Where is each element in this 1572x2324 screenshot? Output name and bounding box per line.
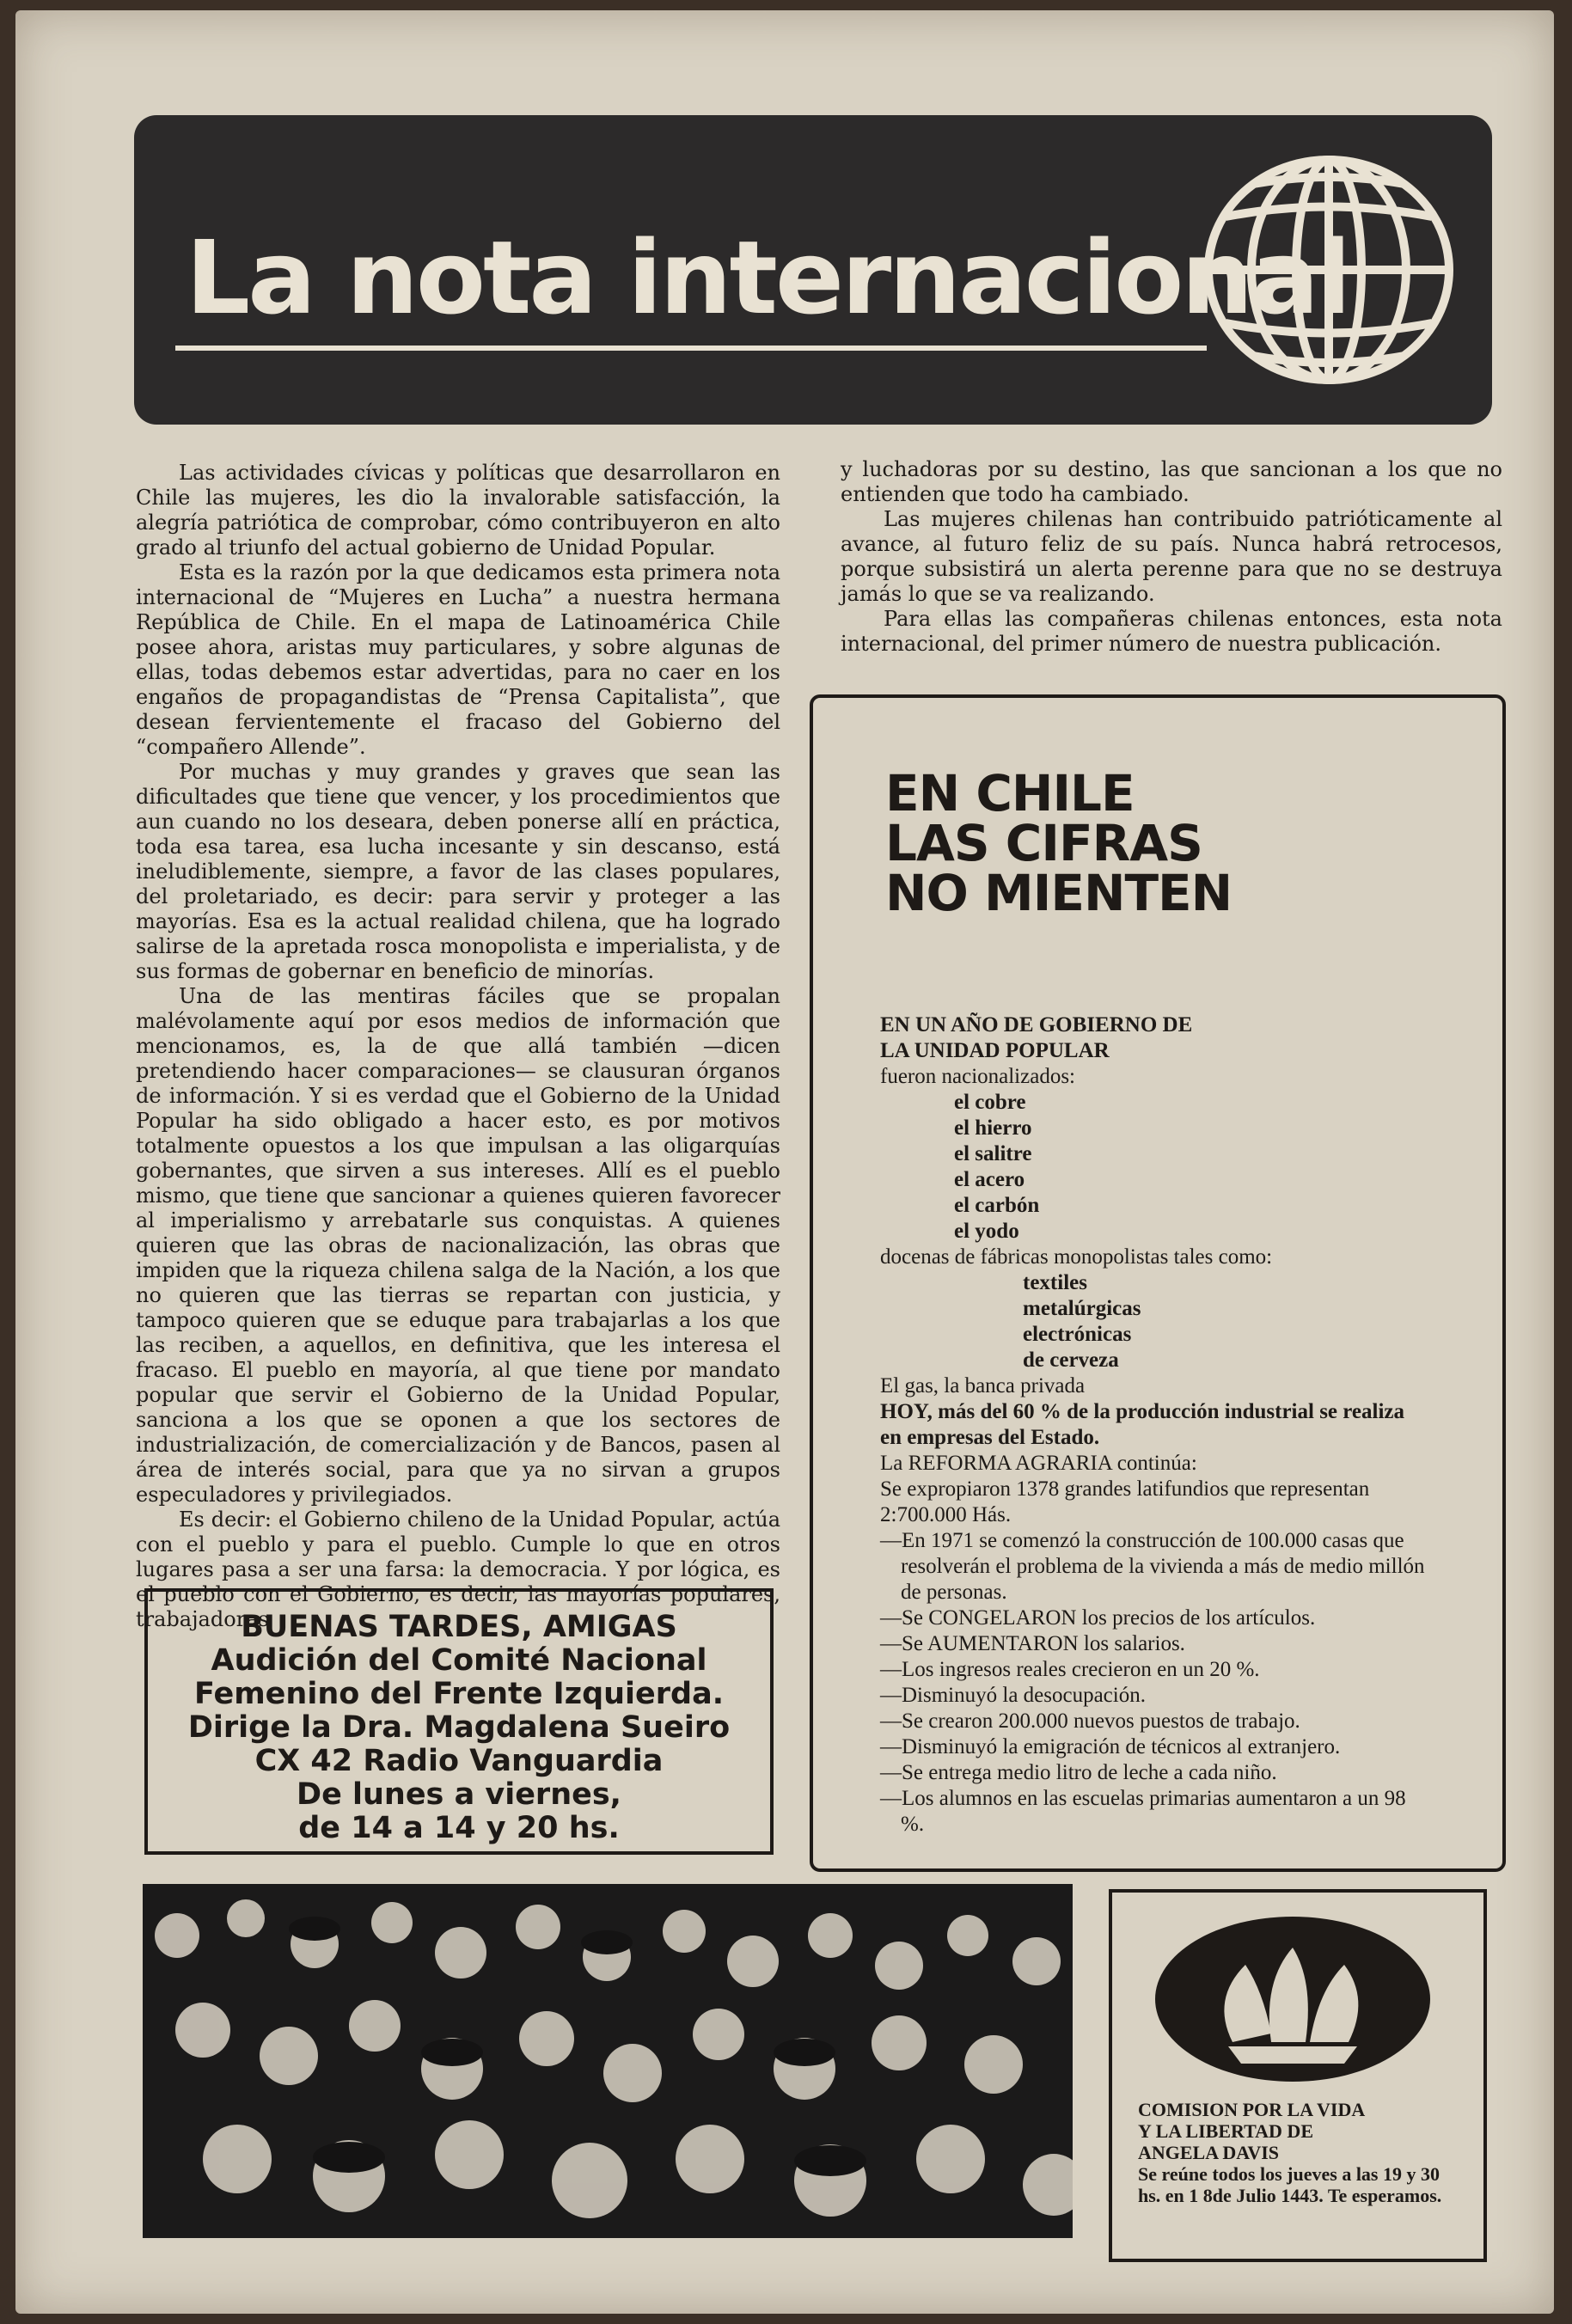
- nationalized-label: fueron nacionalizados:: [880, 1065, 1075, 1088]
- hands-flower-icon: [1151, 1913, 1434, 2085]
- section-banner: [134, 115, 1492, 425]
- section-title: La nota internacional: [186, 218, 1349, 337]
- heading-line: EN CHILE: [885, 764, 1135, 823]
- radio-line: Dirige la Dra. Magdalena Sueiro: [187, 1710, 731, 1745]
- fact-item: —Se crearon 200.000 nuevos puestos de trabajo.: [880, 1709, 1300, 1733]
- article-paragraph: Las actividades cívicas y políticas que desarrollaron en Chile las mujeres, les dio la invalorable satisfacción, la alegría patriótica de comprobar, cómo contribuyeron en alto grado al triunfo del actual gobierno de Unidad Popular.: [136, 461, 780, 560]
- fact-item: —Se CONGELARON los precios de los artículos.: [880, 1606, 1316, 1630]
- angela-davis-box: [1109, 1889, 1487, 2262]
- fact-item: —Disminuyó la desocupación.: [880, 1684, 1146, 1707]
- cifras-heading: [885, 764, 1233, 922]
- gas-line: El gas, la banca privada: [880, 1374, 1086, 1397]
- nationalized-item: el hierro: [954, 1116, 1032, 1140]
- article-paragraph: Es decir: el Gobierno chileno de la Unidad Popular, actúa con el pueblo y para el pueblo. Cumple lo que en otros lugares pasa a ser una farsa: la democracia. Y por lógica, es el pueblo con el Gobierno, es decir, las mayorías populares, trabajadoras: [136, 1508, 780, 1631]
- nationalized-item: el cobre: [954, 1091, 1026, 1114]
- article-paragraph: Una de las mentiras fáciles que se propalan malévolamente aquí por esos medios de información que mencionamos, es, la de que allá también —dicen pretendiendo hacer comparaciones— se clausuran órganos de información. Y si es verdad que el Gobierno de la Unidad Popular ha sido obligado a hacer esto, es por motivos totalmente opuestos a los que impulsan a las oligarquías gobernantes, que sirven a sus intereses. Allí es el pueblo mismo, que tiene que sancionar a quienes quieren favorecer al imperialismo y arrebatarle sus conquistas. A quienes quieren que las obras de nacionalización, las obras que impiden que la riqueza chilena salga de la Nación, a los que no quieren que las tierras se repartan con justicia, y tampoco quieren que se eduque para trabajarlas a los que las reciben, a aquellos, en definitiva, que les interesa el fracaso. El pueblo en mayoría, al que tiene por mandato popular que servir el Gobierno de la Unidad Popular, sanciona a los que se oponen a que los sectores de industrialización, de comercialización y de Bancos, pasen al área de interés social, para que ya no sirvan a grupos especuladores y privilegiados.: [136, 984, 780, 1507]
- davis-info: Se reúne todos los jueves a las 19 y 30 hs. en 1 8de Julio 1443. Te esperamos.: [1138, 2163, 1442, 2206]
- heading-line: NO MIENTEN: [885, 864, 1233, 922]
- factory-item: textiles: [1023, 1271, 1087, 1294]
- radio-line: Femenino del Frente Izquierda.: [193, 1677, 725, 1711]
- hoy-line: HOY, más del 60 % de la producción industrial se realiza en empresas del Estado.: [880, 1400, 1404, 1449]
- factory-item: metalúrgicas: [1023, 1297, 1141, 1320]
- fact-item: —Los ingresos reales crecieron en un 20 %.: [880, 1658, 1260, 1681]
- radio-line: De lunes a viernes,: [297, 1777, 621, 1812]
- title-underline: [175, 346, 1207, 351]
- radio-line: de 14 a 14 y 20 hs.: [298, 1811, 620, 1845]
- article-right-column: [841, 457, 1502, 657]
- fact-item: —Se AUMENTARON los salarios.: [880, 1632, 1185, 1655]
- davis-text: [1138, 2099, 1465, 2206]
- article-paragraph: Por muchas y muy grandes y graves que sean las dificultades que tiene que vencer, y los procedimientos que aun cuando no los deseara, deben ponerse allí en práctica, toda esa tarea, esa lucha incesante y sin descanso, está ineludiblemente, siempre, a favor de las clases populares, del proletariado, es decir: para servir y proteger a las mayorías. Esa es la actual realidad chilena, que ha logrado salirse de la apretada rosca monopolista e imperialista, y de sus formas de gobernar en beneficio de minorías.: [136, 760, 780, 983]
- radio-line: Audición del Comité Nacional: [211, 1643, 707, 1678]
- davis-title-line: ANGELA DAVIS: [1138, 2142, 1280, 2163]
- davis-title-line: COMISION POR LA VIDA: [1138, 2099, 1366, 2120]
- fact-item: —Disminuyó la emigración de técnicos al extranjero.: [880, 1735, 1341, 1758]
- radio-line: BUENAS TARDES, AMIGAS: [241, 1610, 677, 1644]
- article-paragraph: Esta es la razón por la que dedicamos esta primera nota internacional de “Mujeres en Lucha” a nuestra hermana República de Chile. En el mapa de Latinoamérica Chile posee ahora, aristas muy particulares, y sobre algunas de ellas, todas debemos estar advertidas, para no caer en los engaños de propagandistas de “Prensa Capitalista”, que desean fervientemente el fracaso del Gobierno del “compañero Allende”.: [136, 560, 780, 759]
- intro-line: LA UNIDAD POPULAR: [880, 1039, 1110, 1062]
- globe-icon: [1200, 150, 1458, 390]
- expropiation-line: Se expropiaron 1378 grandes latifundios que representan 2:700.000 Hás.: [880, 1477, 1370, 1526]
- fact-item: —En 1971 se comenzó la construcción de 100.000 casas que resolverán el problema de la vivienda a más de medio millón de personas.: [880, 1529, 1425, 1604]
- intro-line: EN UN AÑO DE GOBIERNO DE: [880, 1013, 1193, 1037]
- article-paragraph: Las mujeres chilenas han contribuido patrióticamente al avance, al futuro feliz de su país. Nunca habrá retrocesos, porque subsistirá un alerta perenne para que no se destruya jamás lo que se va realizando.: [841, 507, 1502, 606]
- article-left-column: [136, 461, 780, 1632]
- nationalized-item: el salitre: [954, 1142, 1032, 1165]
- factory-item: de cerveza: [1023, 1349, 1119, 1372]
- cifras-box: [810, 694, 1506, 1872]
- fact-item: —Los alumnos en las escuelas primarias aumentaron a un 98 %.: [880, 1787, 1406, 1836]
- nationalized-item: el carbón: [954, 1194, 1040, 1217]
- fact-item: —Se entrega medio litro de leche a cada niño.: [880, 1761, 1277, 1784]
- cifras-body: [880, 1012, 1430, 1838]
- newspaper-page: [15, 10, 1554, 2314]
- nationalized-item: el acero: [954, 1168, 1025, 1191]
- radio-line: CX 42 Radio Vanguardia: [254, 1744, 664, 1778]
- reforma-line: La REFORMA AGRARIA continúa:: [880, 1452, 1197, 1475]
- radio-announcement-box: [144, 1588, 774, 1855]
- article-paragraph: Para ellas las compañeras chilenas entonces, esta nota internacional, del primer número de nuestra publicación.: [841, 607, 1502, 656]
- crowd-photo: [143, 1884, 1073, 2238]
- factories-label: docenas de fábricas monopolistas tales como:: [880, 1245, 1273, 1269]
- davis-title-line: Y LA LIBERTAD DE: [1138, 2120, 1313, 2142]
- nationalized-item: el yodo: [954, 1220, 1019, 1243]
- factory-item: electrónicas: [1023, 1323, 1132, 1346]
- heading-line: LAS CIFRAS: [885, 814, 1202, 872]
- article-paragraph: y luchadoras por su destino, las que sancionan a los que no entienden que todo ha cambiado.: [841, 457, 1502, 506]
- crowd-photo-drawing: [143, 1884, 1073, 2238]
